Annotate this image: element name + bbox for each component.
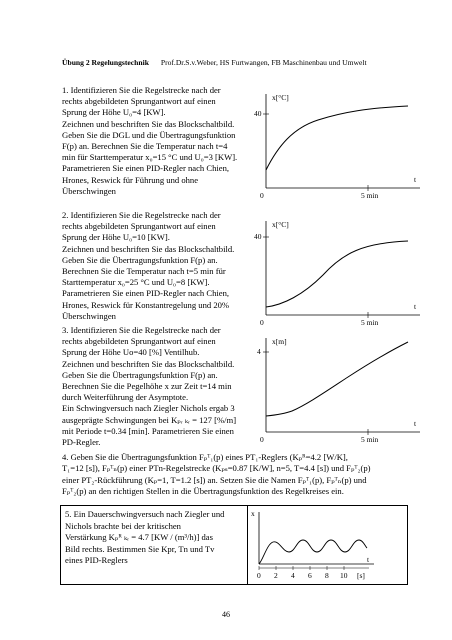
text-line: Nichols brachte bei der kritischen [65,520,181,531]
text-line: Starttemperatur x₀=25 °C und U₀=8 [KW]. [62,277,210,288]
x-tick-label: 5 min [361,191,379,200]
x-axis-label: t [414,302,417,311]
text-line: Bild rechts. Bestimmen Sie Kpr, Tn und Tv [65,543,215,554]
text-line: durch Weiterführung der Asymptote. [62,392,189,403]
page-number: 46 [222,610,230,619]
text-line: PD-Regler. [62,437,101,448]
text-line: rechts abgebildeten Sprungantwort auf einen [62,336,216,347]
task-3-text [62,325,258,448]
task-5-oscillation-plot [249,508,405,582]
y-tick-label: 4 [257,347,261,356]
text-line: Hrones, Reswick für Führung und ohne [62,174,199,185]
x-tick-label: 6 [308,571,312,580]
origin-label: 0 [260,435,264,444]
x-tick-label: 10 [340,571,348,580]
text-line: ausgeprägte Schwingungen bei Kₚᵣ ₖᵣ = 127 [%/m] [62,414,237,425]
text-line: F(p) an. Berechnen Sie die Temperatur nach t=4 [62,141,228,152]
x-tick-label: 2 [274,571,278,580]
y-axis-label: x[m] [272,337,287,346]
y-axis-label: x[°C] [272,220,289,229]
origin-label: 0 [260,318,264,327]
text-line: Sprung der Höhe U₀=10 [KW]. [62,232,170,243]
text-line: Hrones, Reswick für Konstantregelung und 20% [62,299,230,310]
text-line: 3. Identifizieren Sie die Regelstrecke nach der [62,325,221,335]
text-line: Zeichnen und beschriften Sie das Blockschaltbild. [62,118,235,129]
text-line: Berechnen Sie die Pegelhöhe x zur Zeit t=14 min [62,381,232,392]
text-line: Zeichnen und beschriften Sie das Blockschaltbild. [62,358,235,369]
task-3-step-response-plot [248,332,428,444]
text-line: T₁=12 [s]), Fₚᵀₙ(p) einer PTn-Regelstrecke (Kₚₛ=0.87 [K/W], n=5, T=4.4 [s]) und Fₚᵀ₂(p) [62,463,371,474]
text-line: Ein Schwingversuch nach Ziegler Nichols ergab 3 [62,403,235,414]
task-5-text [65,509,224,567]
y-tick-label: 40 [254,109,262,118]
text-line: Parametrieren Sie einen PID-Regler nach Chien, [62,288,230,299]
text-line: rechts abgebildeten Sprungantwort auf einen [62,221,216,232]
y-axis-label: x [251,509,255,518]
response-curve [266,106,408,170]
text-line: Berechnen Sie die Temperatur nach t=5 min für [62,266,226,277]
text-line: Überschwingen [62,310,116,321]
x-tick-label: 8 [325,571,329,580]
header-author: Prof.Dr.S.v.Weber, HS Furtwangen, FB Maschinenbau und Umwelt [160,58,367,67]
text-line: Geben Sie die Übertragungsfunktion F(p) an. [62,254,218,265]
text-line: Sprung der Höhe U₀=4 [KW]. [62,107,166,118]
text-line: 5. Ein Dauerschwingversuch nach Ziegler und [65,509,225,519]
text-line: 2. Identifizieren Sie die Regelstrecke nach der [62,210,221,220]
text-line: Parametrieren Sie einen PID-Regler nach Chien, [62,163,230,174]
task-5-divider [247,506,248,584]
x-tick-label: [s] [357,571,365,580]
x-tick-label: 5 min [361,318,379,327]
text-line: eines PID-Reglers [65,555,128,566]
origin-label: 0 [260,191,264,200]
text-line: min für Starttemperatur x₀=15 °C und U₀=3 [KW]. [62,152,238,163]
y-axis-label: x[°C] [272,93,289,102]
task-1-step-response-plot [248,88,428,200]
text-line: Verstärkung Kₚᴿ ₖᵣ = 4.7 [KW / (m³/h)] das [65,532,213,543]
x-tick-label: 0 [257,571,261,580]
response-curve [266,342,408,416]
x-tick-label: 5 min [361,435,379,444]
text-line: einer PT₂-Rückführung (Kₚ=1, T=1.2 [s]) an. Setzen Sie die Namen Fₚᵀ₁(p), Fₚᵀₙ(p) und [62,474,367,485]
text-line: Zeichnen und beschriften Sie das Blockschaltbild. [62,243,235,254]
y-tick-label: 40 [254,232,262,241]
page-header [62,58,367,67]
text-line: Geben Sie die Übertragungsfunktion F(p) an. [62,369,218,380]
task-2-step-response-plot [248,215,428,327]
text-line: mit Periode t=0.34 [min]. Parametrieren Sie einen [62,425,234,436]
text-line: Geben Sie die DGL und die Übertragungsfunktion [62,129,236,140]
task-5-box [60,505,408,585]
task-4-text [62,452,402,498]
text-line: Überschwingen [62,185,116,196]
task-2-text [62,210,258,322]
text-line: 1. Identifizieren Sie die Regelstrecke nach der [62,85,221,95]
text-line: Fₚᵀ₂(p) an den richtigen Stellen in die Übertragungsfunktion des Regelkreises ein. [62,486,344,497]
x-tick-label: 4 [291,571,295,580]
x-axis-label: t [367,555,370,564]
oscillation-curve [259,540,367,564]
header-title: Übung 2 Regelungstechnik [62,58,149,67]
response-curve [266,241,408,307]
text-line: 4. Geben Sie die Übertragungsfunktion Fₚᵀ₁(p) eines PT₁-Reglers (Kₚᴿ=4.2 [W/K], [62,452,348,462]
x-axis-label: t [414,175,417,184]
task-1-text [62,85,258,197]
text-line: rechts abgebildeten Sprungantwort auf einen [62,96,216,107]
x-axis-label: t [414,419,417,428]
text-line: Sprung der Höhe Uo=40 [%] Ventilhub. [62,347,200,358]
